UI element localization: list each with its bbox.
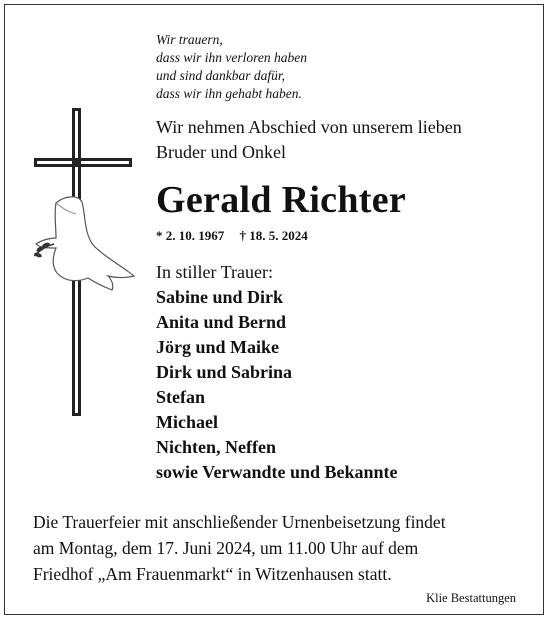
cross-dove-emblem	[34, 108, 144, 418]
intro-line: Wir nehmen Abschied von unserem lieben	[156, 117, 462, 137]
ceremony-line: Die Trauerfeier mit anschließender Urnenbeisetzung findet	[33, 512, 446, 532]
mourner-name: Jörg und Maike	[156, 337, 280, 357]
mourner-name: Stefan	[156, 387, 205, 407]
death-date: † 18. 5. 2024	[239, 228, 308, 243]
birth-date: * 2. 10. 1967	[156, 228, 225, 243]
poem	[156, 31, 307, 103]
mourner-name: Dirk und Sabrina	[156, 362, 293, 382]
ceremony-line: Friedhof „Am Frauenmarkt“ in Witzenhausen statt.	[33, 564, 392, 584]
dove-icon	[34, 197, 134, 290]
poem-line: dass wir ihn verloren haben	[156, 50, 307, 65]
ceremony-info	[33, 509, 446, 587]
poem-line: Wir trauern,	[156, 32, 223, 47]
poem-line: dass wir ihn gehabt haben.	[156, 86, 302, 101]
mourner-name: Nichten, Neffen	[156, 437, 276, 457]
intro-line: Bruder und Onkel	[156, 142, 286, 162]
undertaker-name: Klie Bestattungen	[426, 591, 516, 605]
life-dates	[156, 228, 320, 244]
deceased-name: Gerald Richter	[156, 179, 407, 221]
mourner-name: sowie Verwandte und Bekannte	[156, 462, 398, 482]
mourner-name: Sabine und Dirk	[156, 287, 284, 307]
cross-icon	[34, 108, 144, 418]
mourner-name: Michael	[156, 412, 218, 432]
ceremony-line: am Montag, dem 17. Juni 2024, um 11.00 Uhr auf dem	[33, 538, 419, 558]
mourner-name: Anita und Bernd	[156, 312, 287, 332]
intro-text	[156, 115, 462, 165]
poem-line: und sind dankbar dafür,	[156, 68, 286, 83]
mourners-label: In stiller Trauer:	[156, 262, 273, 282]
mourners-list	[156, 260, 398, 485]
